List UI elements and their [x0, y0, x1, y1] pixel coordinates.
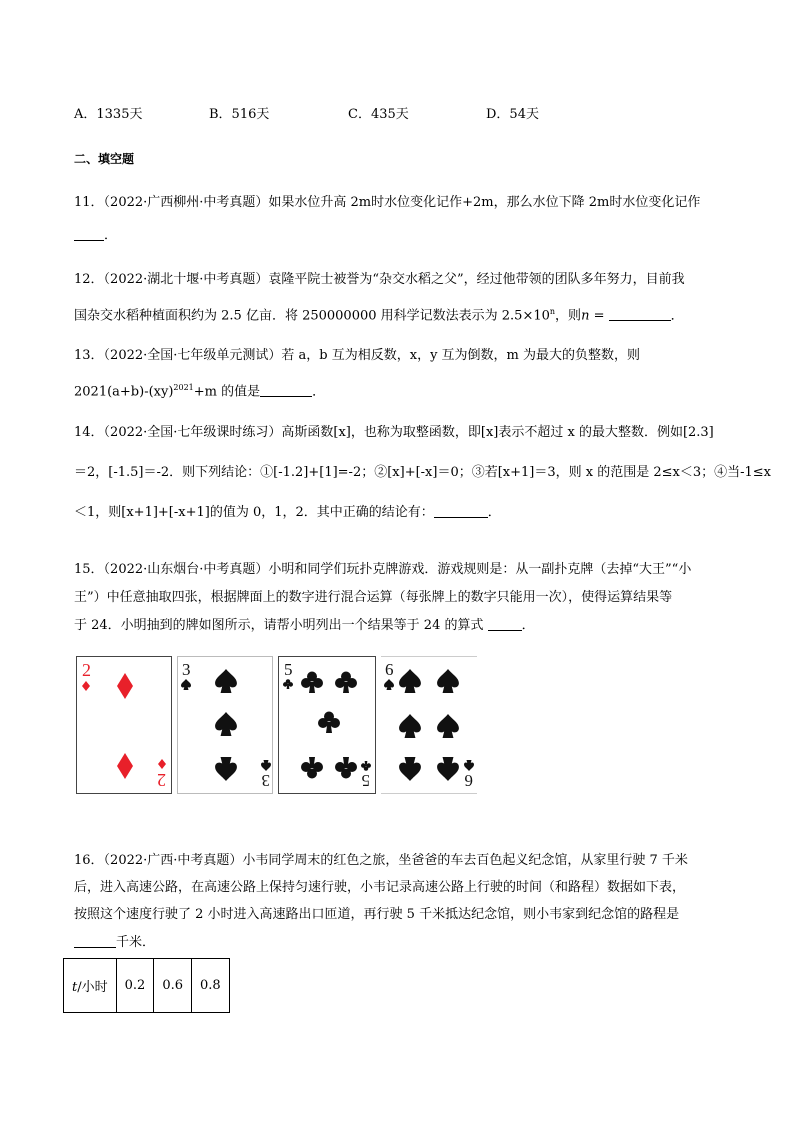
answer-blank — [74, 933, 116, 948]
club-icon — [301, 672, 323, 694]
playing-card-5-club — [278, 656, 376, 794]
answer-blank — [488, 616, 522, 631]
q16-line2: 后，进入高速公路，在高速公路上保持匀速行驶，小韦记录高速公路上行驶的时间（和路程）数据如下表， — [74, 880, 686, 895]
q16-line1: 16．（2022·广西·中考真题）小韦同学周末的红色之旅，坐爸爸的车去百色起义纪念馆，从家里行驶 7 千米 — [74, 853, 688, 868]
table-cell: 0.6 — [154, 959, 192, 1013]
club-icon — [361, 761, 371, 771]
option-c: C．435天 — [348, 107, 409, 122]
spade-icon — [215, 712, 237, 736]
spade-icon — [261, 760, 271, 771]
q12-line1: 12．（2022·湖北十堰·中考真题）袁隆平院士被誉为“杂交水稻之父”，经过他带领的团队多年努力，目前我 — [74, 272, 685, 287]
section-title: 二、填空题 — [74, 152, 135, 166]
club-icon — [301, 757, 323, 779]
playing-card-2-diamond — [76, 656, 172, 794]
club-icon — [335, 757, 357, 779]
spade-icon — [399, 669, 421, 693]
option-b: B．516天 — [209, 107, 270, 122]
card-rank-label: 3 — [261, 771, 270, 790]
answer-blank — [260, 382, 312, 397]
card-rank-label: 6 — [385, 660, 394, 679]
q13-line2: 2021(a+b)-(xy)$^{2021}$+m 的值是 ． — [74, 383, 326, 400]
spade-icon — [399, 757, 421, 781]
spade-icon — [181, 679, 191, 690]
card-rank-label: 2 — [82, 660, 91, 680]
q14-line1: 14．（2022·全国·七年级课时练习）高斯函数[x]，也称为取整函数，即[x]表示不超过 x 的最大整数．例如[2.3] — [74, 425, 714, 440]
table-cell: 0.8 — [192, 959, 230, 1013]
option-a: A．1335天 — [74, 107, 143, 122]
spade-icon — [464, 760, 474, 771]
q14-line2: ＝2，[-1.5]＝-2．则下列结论：①[-1.2]+[1]=-2；②[x]+[-x]＝0；③若[x+1]＝3，则 x 的范围是 2≤x＜3；④当-1≤x — [74, 465, 772, 480]
diamond-icon — [82, 681, 90, 691]
club-icon — [318, 712, 340, 734]
card-rank-label: 5 — [284, 660, 293, 679]
table-cell: 0.2 — [116, 959, 154, 1013]
playing-card-6-spade — [381, 656, 477, 794]
q14-line3: ＜1，则[x+1]+[-x+1]的值为 0，1，2．其中正确的结论有： ． — [74, 505, 501, 520]
card-rank-label: 2 — [157, 770, 166, 790]
playing-card-3-spade — [177, 656, 273, 794]
q11-line2: ． — [74, 226, 117, 246]
q15-line2: 王”）中任意抽取四张，根据牌面上的数字进行混合运算（每张牌上的数字只能用一次），使得运算结果等 — [74, 590, 673, 605]
answer-blank — [434, 503, 488, 518]
spade-icon — [399, 714, 421, 738]
club-icon — [283, 679, 293, 689]
answer-blank — [74, 226, 104, 241]
diamond-icon — [117, 673, 133, 699]
club-icon — [335, 672, 357, 694]
table-row — [64, 959, 230, 1013]
time-table — [63, 958, 230, 1013]
spade-icon — [215, 669, 237, 693]
diamond-icon — [117, 753, 133, 779]
q13-line1: 13．（2022·全国·七年级单元测试）若 a，b 互为相反数，x，y 互为倒数，m 为最大的负整数，则 — [74, 348, 641, 363]
diamond-icon — [158, 759, 166, 769]
spade-icon — [437, 714, 459, 738]
option-d: D．54天 — [486, 107, 539, 122]
card-rank-label: 6 — [464, 771, 473, 790]
q11-line1: 11．（2022·广西柳州·中考真题）如果水位升高 2m时水位变化记作+2m，那么水位下降 2m时水位变化记作 — [74, 195, 701, 210]
q16-line4: 千米． — [74, 933, 155, 953]
spade-icon — [384, 679, 394, 690]
q12-line2: 国杂交水稻种植面积约为 2.5 亿亩．将 250000000 用科学记数法表示为 $2.5\times 10^n$，则n = ． — [74, 307, 684, 324]
spade-icon — [437, 669, 459, 693]
card-rank-label: 5 — [361, 771, 370, 790]
spade-icon — [215, 757, 237, 781]
q16-line3: 按照这个速度行驶了 2 小时进入高速路出口匝道，再行驶 5 千米抵达纪念馆，则小韦家到纪念馆的路程是 — [74, 907, 680, 922]
q15-line3: 于 24．小明抽到的牌如图所示，请帮小明列出一个结果等于 24 的算式 ． — [74, 618, 535, 633]
answer-blank — [609, 306, 671, 321]
spade-icon — [437, 757, 459, 781]
card-rank-label: 3 — [182, 660, 191, 679]
q15-line1: 15．（2022·山东烟台·中考真题）小明和同学们玩扑克牌游戏．游戏规则是：从一副扑克牌（去掉“大王”“小 — [74, 562, 692, 577]
table-header-cell: t/小时 — [64, 959, 117, 1013]
